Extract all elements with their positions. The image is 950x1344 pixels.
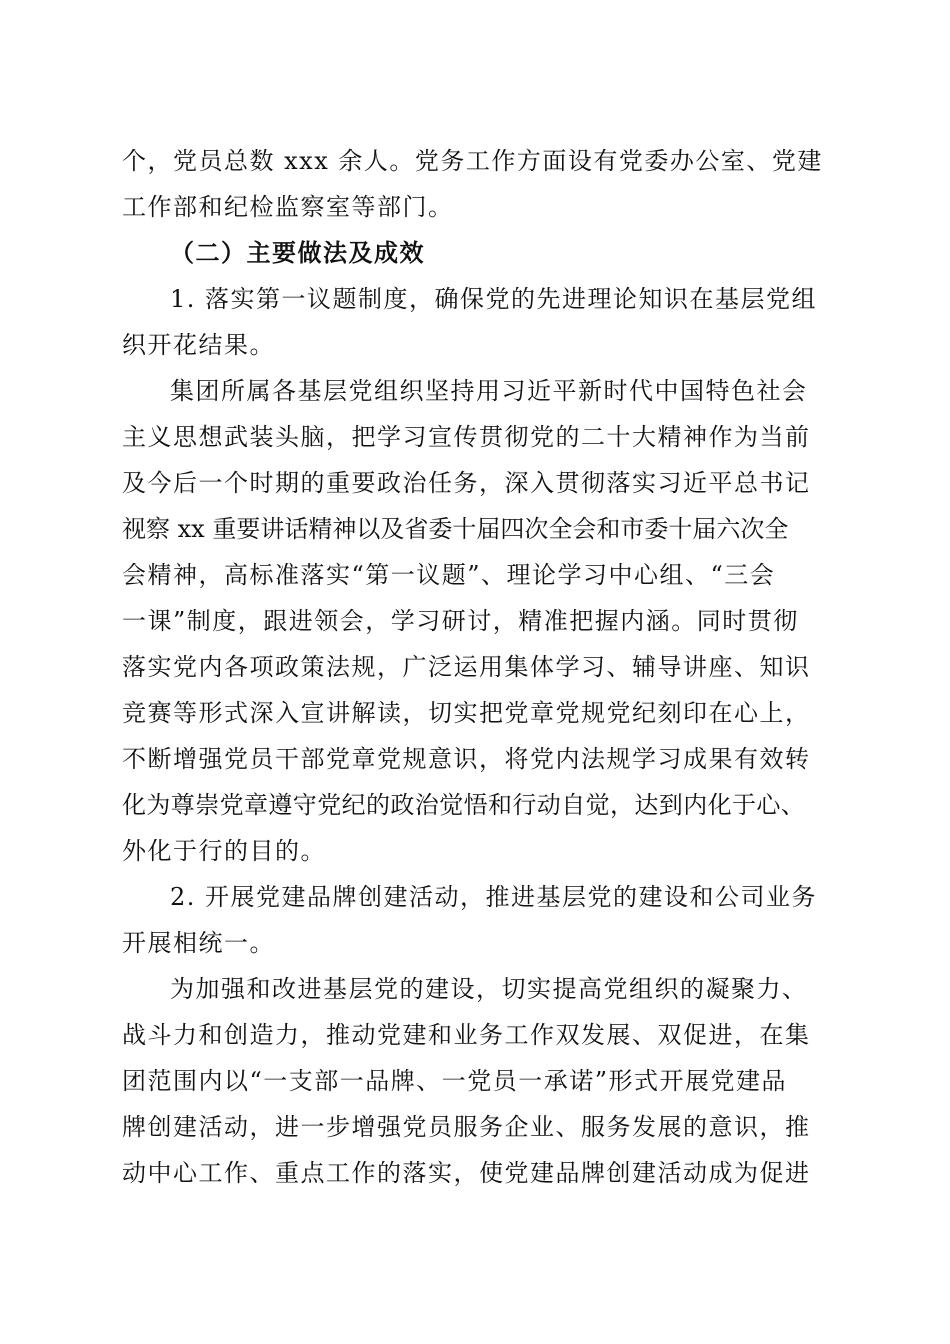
item-1-title: 1. 落实第一议题制度，确保党的先进理论知识在基层党组 bbox=[170, 285, 818, 313]
text-line-16: 外化于行的目的。 bbox=[122, 837, 326, 865]
item-2-title-cont: 开展相统一。 bbox=[122, 929, 275, 957]
text-line-11: 一课”制度，跟进领会，学习研讨，精准把握内涵。同时贯彻 bbox=[122, 607, 799, 635]
text-line-13: 竞赛等形式深入宣讲解读，切实把党章党规党纪刻印在心上， bbox=[122, 699, 811, 727]
text-line-14: 不断增强党员干部党章党规意识，将党内法规学习成果有效转 bbox=[122, 745, 811, 773]
text-line-6: 集团所属各基层党组织坚持用习近平新时代中国特色社会 bbox=[170, 377, 808, 405]
text-line-7: 主义思想武装头脑，把学习宣传贯彻党的二十大精神作为当前 bbox=[122, 423, 811, 451]
text-line-9: 视察 xx 重要讲话精神以及省委十届四次全会和市委十届六次全 bbox=[122, 515, 789, 543]
text-line-15: 化为尊崇党章遵守党纪的政治觉悟和行动自觉，达到内化于心、 bbox=[122, 791, 806, 819]
text-line-12: 落实党内各项政策法规，广泛运用集体学习、辅导讲座、知识 bbox=[122, 653, 811, 681]
text-line-22: 牌创建活动，进一步增强党员服务企业、服务发展的意识，推 bbox=[122, 1113, 811, 1141]
text-line-1: 个，党员总数 xxx 余人。党务工作方面设有党委办公室、党建 bbox=[122, 147, 823, 175]
text-line-21: 团范围内以“一支部一品牌、一党员一承诺”形式开展党建品 bbox=[122, 1067, 788, 1095]
text-line-20: 战斗力和创造力，推动党建和业务工作双发展、双促进，在集 bbox=[122, 1021, 811, 1049]
section-heading: （二）主要做法及成效 bbox=[170, 238, 425, 267]
text-line-8: 及今后一个时期的重要政治任务，深入贯彻落实习近平总书记 bbox=[122, 469, 811, 497]
text-line-19: 为加强和改进基层党的建设，切实提高党组织的凝聚力、 bbox=[170, 975, 808, 1003]
text-line-2: 工作部和纪检监察室等部门。 bbox=[122, 193, 454, 221]
item-2-title: 2. 开展党建品牌创建活动，推进基层党的建设和公司业务 bbox=[170, 883, 818, 911]
text-line-10: 会精神，高标准落实“第一议题”、理论学习中心组、“三会 bbox=[122, 561, 776, 589]
text-line-23: 动中心工作、重点工作的落实，使党建品牌创建活动成为促进 bbox=[122, 1159, 811, 1187]
item-1-title-cont: 织开花结果。 bbox=[122, 331, 275, 359]
